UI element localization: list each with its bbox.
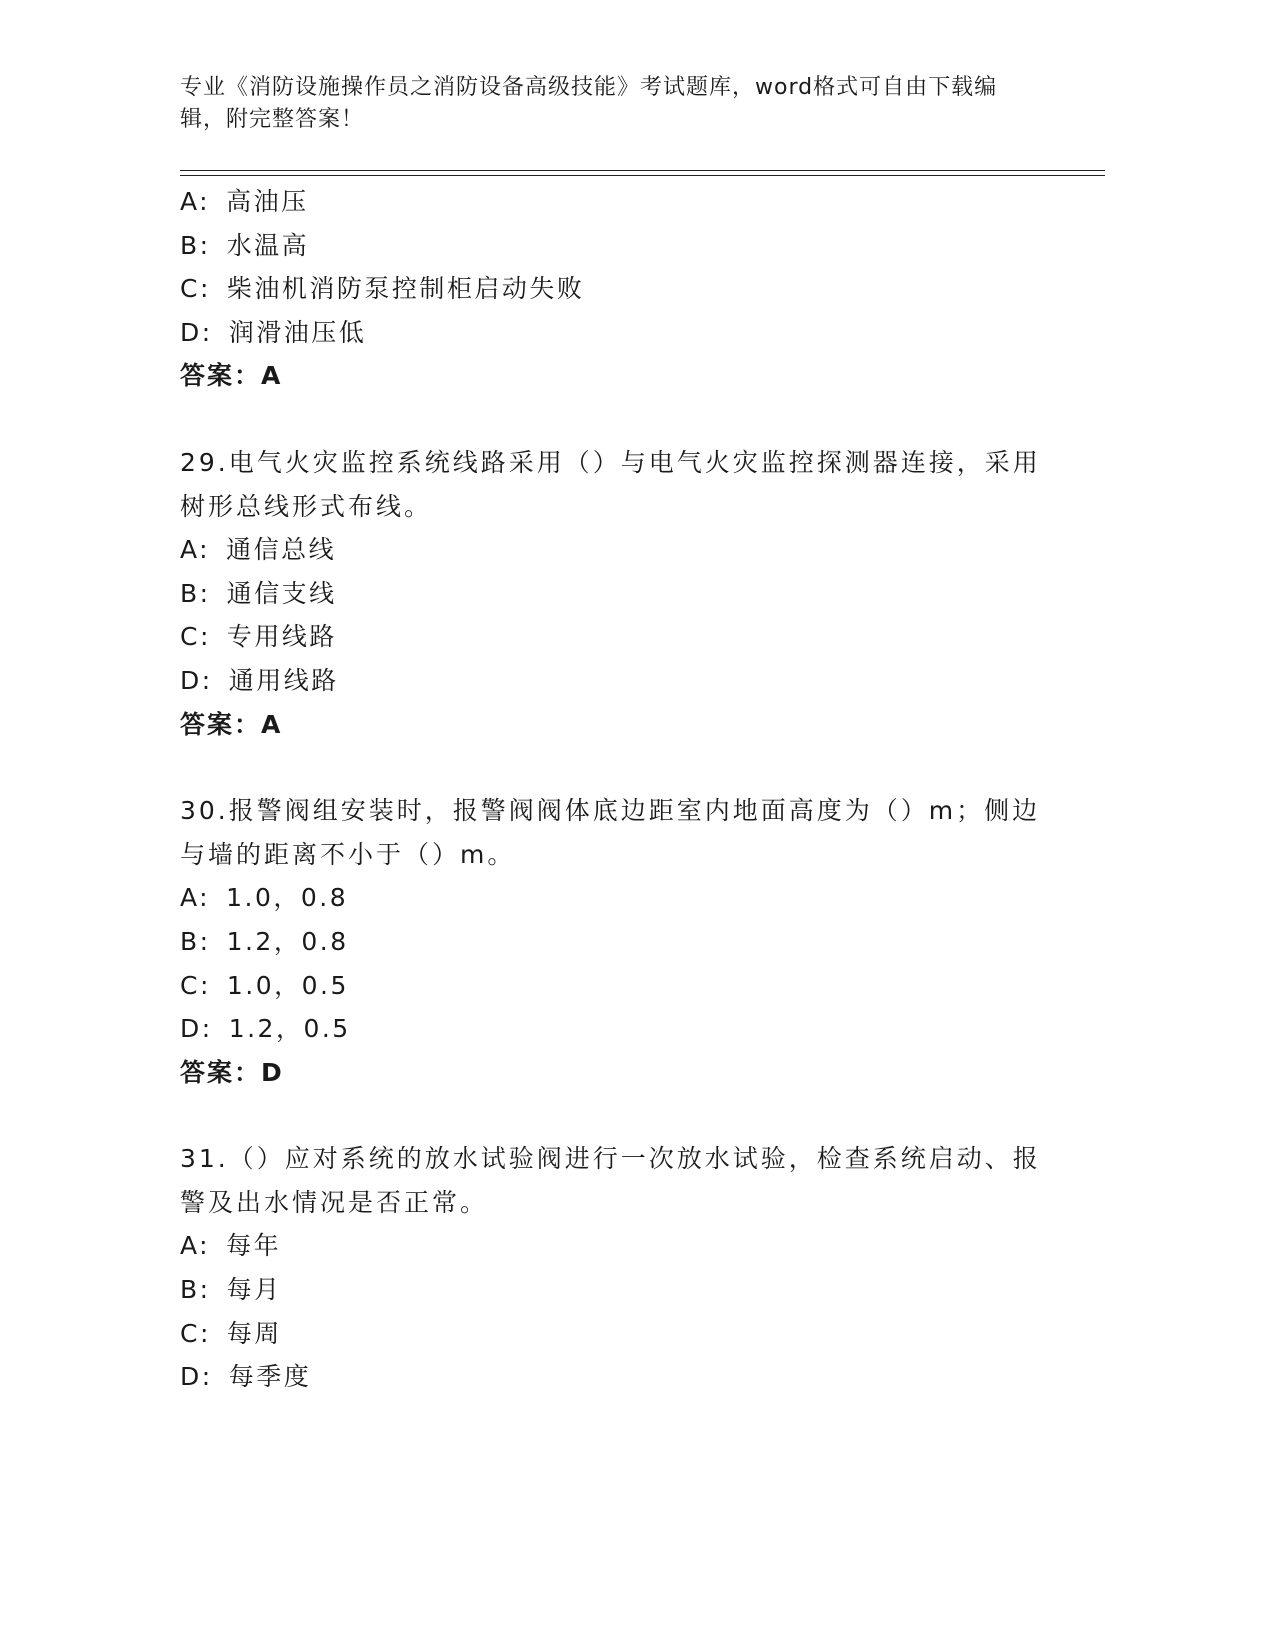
answer-label: 答案：D (180, 1057, 284, 1087)
intro-line-1: 专业《消防设施操作员之消防设备高级技能》考试题库，word格式可自由下载编 (180, 75, 998, 100)
question-31 (180, 1137, 1060, 1399)
question-stem: 31.（）应对系统的放水试验阀进行一次放水试验，检查系统启动、报 警及出水情况是否正常。 (180, 1144, 1041, 1217)
question-stem: 29.电气火灾监控系统线路采用（）与电气火灾监控探测器连接，采用 树形总线形式布线。 (180, 447, 1041, 521)
answer-label: 答案：A (180, 709, 283, 739)
option-text: 1.2，0.8 (226, 926, 349, 956)
header-rule-bottom (180, 175, 1105, 176)
option-text: 通信支线 (226, 578, 337, 608)
option-d: D: 每季度 (180, 1362, 312, 1392)
option-d: D: 1.2，0.5 (180, 1014, 351, 1044)
option-a: A: 通信总线 (180, 535, 337, 565)
option-text: 1.0，0.5 (226, 970, 349, 1000)
question-content (180, 180, 1060, 1399)
option-text: 通信总线 (226, 535, 337, 565)
option-text: 每年 (226, 1231, 282, 1261)
option-text: 1.0，0.8 (226, 883, 349, 913)
document-intro (180, 72, 1040, 136)
option-text: 1.2，0.5 (228, 1014, 351, 1044)
option-text: 柴油机消防泵控制柜启动失败 (226, 274, 585, 304)
option-b: B: 每月 (180, 1275, 282, 1305)
intro-line-2: 辑，附完整答案！ (180, 107, 365, 132)
option-text: 每周 (226, 1318, 282, 1348)
option-d: D: 通用线路 (180, 665, 339, 695)
option-c: C: 柴油机消防泵控制柜启动失败 (180, 274, 585, 304)
option-d: D: 润滑油压低 (180, 317, 367, 347)
option-b: B: 通信支线 (180, 578, 337, 608)
header-rule-top (180, 170, 1105, 171)
option-text: 专用线路 (226, 622, 337, 652)
option-b: B: 水温高 (180, 230, 310, 260)
option-c: C: 每周 (180, 1318, 282, 1348)
option-text: 通用线路 (228, 665, 339, 695)
option-c: C: 专用线路 (180, 622, 337, 652)
option-a: A: 高油压 (180, 187, 309, 216)
question-29 (180, 441, 1060, 746)
option-text: 高油压 (226, 187, 309, 216)
carryover-question (180, 180, 1060, 398)
option-text: 水温高 (226, 230, 310, 260)
answer-label: 答案：A (180, 361, 283, 391)
option-a: A: 每年 (180, 1231, 282, 1261)
option-c: C: 1.0，0.5 (180, 970, 349, 1000)
question-stem: 30.报警阀组安装时，报警阀阀体底边距室内地面高度为（）m；侧边 与墙的距离不小于（）m。 (180, 796, 1041, 869)
option-text: 每月 (226, 1275, 282, 1305)
option-b: B: 1.2，0.8 (180, 926, 349, 956)
question-30 (180, 789, 1060, 1094)
option-text: 每季度 (228, 1362, 312, 1392)
option-text: 润滑油压低 (228, 317, 367, 347)
option-a: A: 1.0，0.8 (180, 883, 349, 913)
